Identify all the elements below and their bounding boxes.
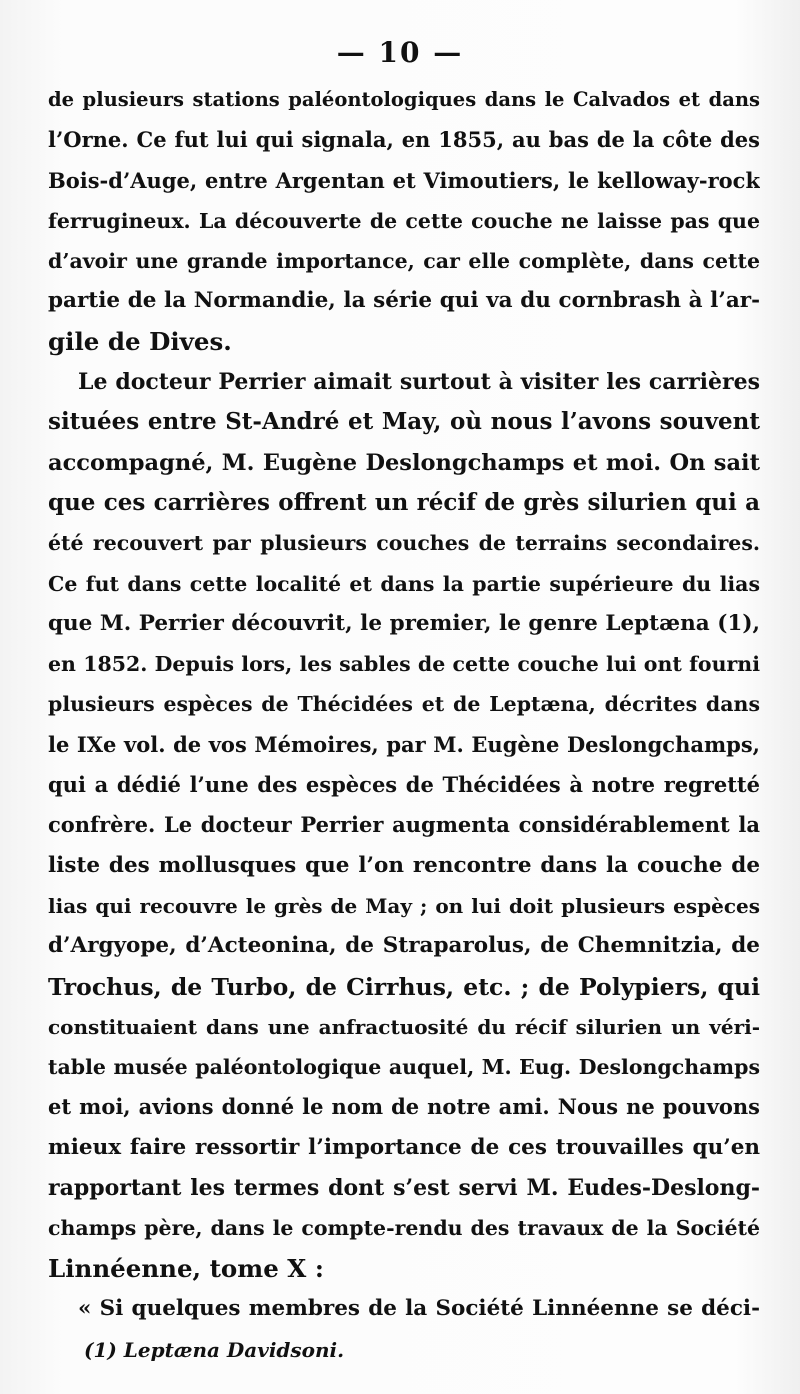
text-line: qui a dédié l’une des espèces de Thécidées à notre regretté	[48, 772, 760, 798]
text-line: champs père, dans le compte-rendu des travaux de la Société	[48, 1216, 760, 1241]
text-line: Trochus, de Turbo, de Cirrhus, etc. ; de Polypiers, qui	[48, 972, 760, 1001]
text-line: de plusieurs stations paléontologiques dans le Calvados et dans	[48, 88, 760, 111]
body-text	[48, 80, 760, 1329]
text-line: confrère. Le docteur Perrier augmenta considérablement la	[48, 812, 760, 838]
text-line: rapportant les termes dont s’est servi M. Eudes-Deslong-	[48, 1175, 760, 1202]
text-line: Bois-d’Auge, entre Argentan et Vimoutiers, le kelloway-rock	[48, 167, 760, 193]
text-line: d’Argyope, d’Acteonina, de Straparolus, de Chemnitzia, de	[48, 933, 760, 959]
footnote: (1) Leptæna Davidsoni.	[84, 1338, 345, 1362]
text-line: que ces carrières offrent un récif de grès silurien qui a	[48, 488, 760, 516]
text-line: table musée paléontologique auquel, M. Eug. Deslongchamps	[48, 1055, 760, 1080]
text-line: et moi, avions donné le nom de notre ami. Nous ne pouvons	[48, 1094, 760, 1120]
text-line: l’Orne. Ce fut lui qui signala, en 1855, au bas de la côte des	[48, 127, 760, 153]
text-line: en 1852. Depuis lors, les sables de cette couche lui ont fourni	[48, 652, 760, 677]
text-line: gile de Dives.	[48, 326, 232, 356]
text-line: Le docteur Perrier aimait surtout à visiter les carrières	[78, 369, 760, 396]
text-line: plusieurs espèces de Thécidées et de Leptæna, décrites dans	[48, 692, 760, 717]
text-line: que M. Perrier découvrit, le premier, le genre Leptæna (1),	[48, 610, 760, 636]
text-line: accompagné, M. Eugène Deslongchamps et moi. On sait	[48, 449, 760, 476]
text-line: situées entre St-André et May, où nous l’avons souvent	[48, 408, 760, 436]
text-line: Linnéenne, tome X :	[48, 1253, 324, 1283]
text-line: partie de la Normandie, la série qui va du cornbrash à l’ar-	[48, 288, 760, 314]
text-line: été recouvert par plusieurs couches de terrains secondaires.	[48, 531, 760, 556]
text-line: « Si quelques membres de la Société Linnéenne se déci-	[78, 1295, 760, 1321]
text-line: Ce fut dans cette localité et dans la partie supérieure du lias	[48, 571, 760, 596]
text-line: constituaient dans une anfractuosité du récif silurien un véri-	[48, 1014, 760, 1039]
text-line: d’avoir une grande importance, car elle complète, dans cette	[48, 249, 760, 274]
text-line: mieux faire ressortir l’importance de ces trouvailles qu’en	[48, 1134, 760, 1160]
text-line: lias qui recouvre le grès de May ; on lui doit plusieurs espèces	[48, 893, 760, 918]
text-line: ferrugineux. La découverte de cette couche ne laisse pas que	[48, 208, 760, 233]
text-line: le IXe vol. de vos Mémoires, par M. Eugène Deslongchamps,	[48, 731, 760, 757]
text-line: liste des mollusques que l’on rencontre dans la couche de	[48, 852, 760, 878]
page-number: — 10 —	[336, 36, 464, 69]
